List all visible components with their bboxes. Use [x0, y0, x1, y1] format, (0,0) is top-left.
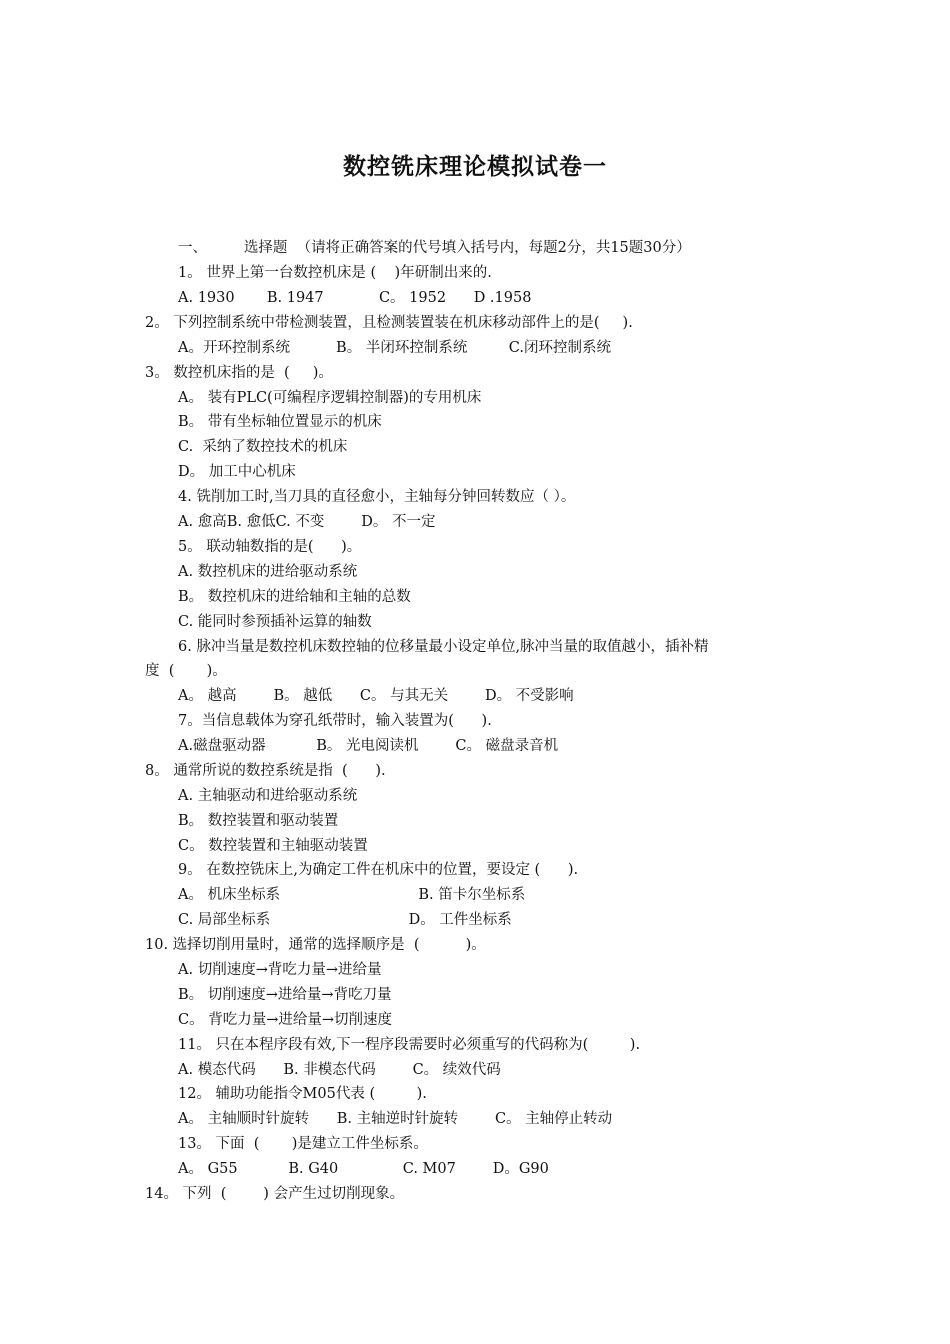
question-1-options: A. 1930 B. 1947 C。 1952 D .1958 [178, 290, 532, 306]
question-8-option-c: C。 数控装置和主轴驱动装置 [178, 838, 368, 854]
question-8-option-a: A. 主轴驱动和进给驱动系统 [178, 788, 358, 804]
question-11: 11。 只在本程序段有效,下一程序段需要时必须重写的代码称为( ). [178, 1037, 641, 1053]
page-title: 数控铣床理论模拟试卷一 [343, 154, 607, 180]
question-10-option-c: C。 背吃力量→进给量→切削速度 [178, 1012, 393, 1028]
question-5: 5。 联动轴数指的是( )。 [178, 539, 362, 555]
section-header: 一、 选择题 （请将正确答案的代号填入括号内，每题2分，共15题30分） [178, 240, 691, 256]
question-5-option-a: A. 数控机床的进给驱动系统 [178, 564, 358, 580]
question-3: 3。 数控机床指的是 ( )。 [145, 365, 333, 381]
question-13: 13。 下面 ( )是建立工件坐标系。 [178, 1136, 428, 1152]
question-12: 12。 辅助功能指令M05代表 ( ). [178, 1086, 427, 1102]
question-8: 8。 通常所说的数控系统是指 ( ). [145, 763, 386, 779]
question-3-option-d: D。 加工中心机床 [178, 464, 296, 480]
question-5-option-c: C. 能同时参预插补运算的轴数 [178, 614, 372, 630]
question-9: 9。 在数控铣床上,为确定工件在机床中的位置，要设定 ( ). [178, 862, 579, 878]
question-4: 4. 铣削加工时,当刀具的直径愈小，主轴每分钟回转数应（ ）。 [178, 489, 576, 505]
question-13-options: A。 G55 B. G40 C. M07 D。G90 [178, 1161, 549, 1177]
question-7: 7。当信息载体为穿孔纸带时，输入装置为( ). [178, 713, 492, 729]
question-3-option-b: B。 带有坐标轴位置显示的机床 [178, 414, 382, 430]
question-11-options: A. 模态代码 B. 非模态代码 C。 续效代码 [178, 1062, 501, 1078]
question-10-option-b: B。 切削速度→进给量→背吃刀量 [178, 987, 392, 1003]
question-9-options-cd: C. 局部坐标系 D。 工件坐标系 [178, 912, 512, 928]
question-10-option-a: A. 切削速度→背吃力量→进给量 [178, 962, 382, 978]
question-3-option-c: C. 采纳了数控技术的机床 [178, 439, 348, 455]
question-5-option-b: B。 数控机床的进给轴和主轴的总数 [178, 589, 411, 605]
question-6-continued: 度 ( )。 [145, 663, 227, 679]
question-3-option-a: A。 装有PLC(可编程序逻辑控制器)的专用机床 [178, 390, 482, 406]
question-7-options: A.磁盘驱动器 B。 光电阅读机 C。 磁盘录音机 [178, 738, 559, 754]
question-1: 1。 世界上第一台数控机床是 ( )年研制出来的. [178, 265, 492, 281]
question-12-options: A。 主轴顺时针旋转 B. 主轴逆时针旋转 C。 主轴停止转动 [178, 1111, 613, 1127]
question-4-options: A. 愈高B. 愈低C. 不变 D。 不一定 [178, 514, 436, 530]
question-2-options: A。开环控制系统 B。 半闭环控制系统 C.闭环控制系统 [178, 340, 611, 356]
question-10: 10. 选择切削用量时，通常的选择顺序是 ( )。 [145, 937, 486, 953]
question-2: 2。 下列控制系统中带检测装置，且检测装置装在机床移动部件上的是( ). [145, 315, 633, 331]
question-9-options-ab: A。 机床坐标系 B. 笛卡尔坐标系 [178, 887, 526, 903]
question-6-options: A。 越高 B。 越低 C。 与其无关 D。 不受影响 [178, 688, 574, 704]
question-8-option-b: B。 数控装置和驱动装置 [178, 813, 339, 829]
question-6: 6. 脉冲当量是数控机床数控轴的位移量最小设定单位,脉冲当量的取值越小，插补精 [178, 639, 709, 655]
question-14: 14。 下列 ( ) 会产生过切削现象。 [145, 1186, 405, 1202]
